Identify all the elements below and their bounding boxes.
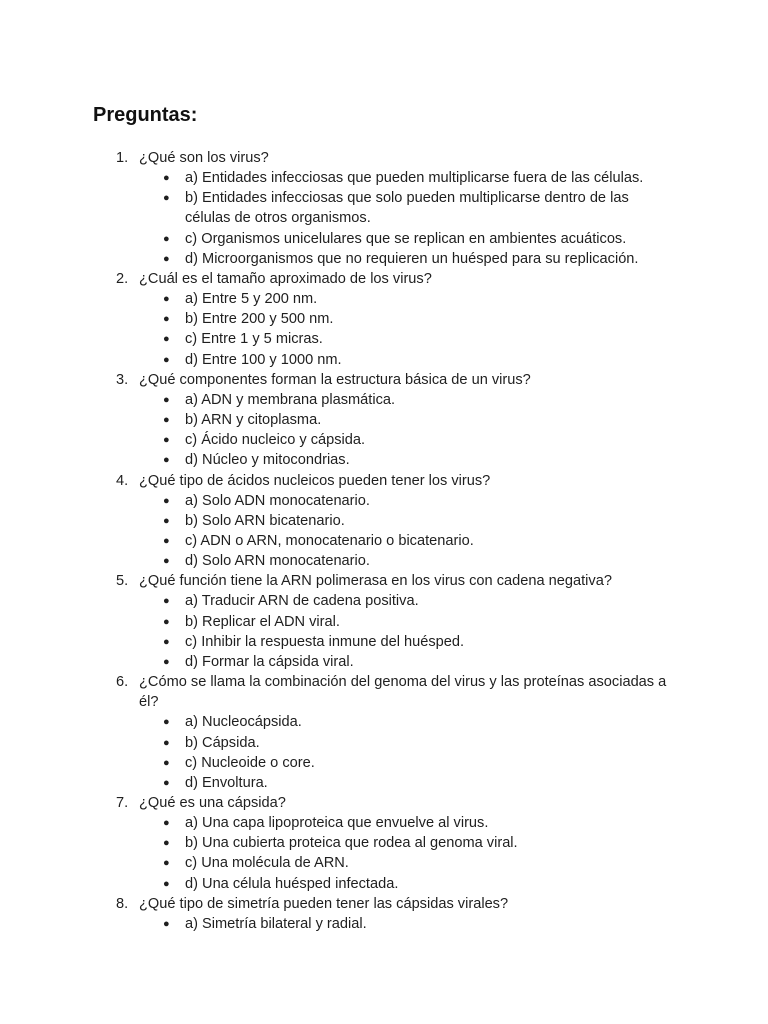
question-item: [0, 793, 768, 894]
option-text: a) Entidades infecciosas que pueden multiplicarse fuera de las células.: [185, 170, 644, 187]
page-heading: Preguntas:: [93, 104, 198, 126]
question-number: 3.: [116, 371, 129, 388]
question-number: 1.: [116, 150, 129, 166]
option-text: a) Nucleocápsida.: [185, 714, 302, 731]
answer-option: [139, 874, 678, 894]
bullet-icon: ●: [163, 555, 170, 568]
option-text: c) ADN o ARN, monocatenario o bicatenario.: [185, 532, 474, 549]
answer-option: [139, 491, 678, 511]
bullet-icon: ●: [163, 293, 170, 306]
bullet-icon: ●: [163, 857, 170, 870]
bullet-icon: ●: [163, 434, 170, 447]
option-text: c) Ácido nucleico y cápsida.: [185, 432, 366, 449]
option-text: d) Microorganismos que no requieren un huésped para su replicación.: [185, 250, 639, 267]
bullet-icon: ●: [163, 534, 170, 547]
answer-option: [139, 229, 678, 249]
answer-option: [139, 289, 678, 309]
bullet-icon: ●: [163, 655, 170, 668]
question-number: 2.: [116, 270, 129, 287]
option-text: d) Envoltura.: [185, 774, 268, 791]
option-text: a) Una capa lipoproteica que envuelve al virus.: [185, 815, 489, 832]
answer-option: [139, 833, 678, 853]
question-text: ¿Cómo se llama la combinación del genoma del virus y las proteínas asociadas a él?: [139, 674, 667, 711]
option-text: d) Formar la cápsida viral.: [185, 653, 354, 670]
option-text: b) Entre 200 y 500 nm.: [185, 311, 334, 328]
answer-option: [139, 350, 678, 370]
bullet-icon: ●: [163, 393, 170, 406]
answer-option: [139, 309, 678, 329]
question-item: [0, 471, 768, 572]
option-text: d) Solo ARN monocatenario.: [185, 553, 370, 570]
question-text: ¿Qué es una cápsida?: [139, 795, 286, 811]
question-text: ¿Qué tipo de ácidos nucleicos pueden tener los virus?: [139, 472, 491, 489]
option-text: a) Entre 5 y 200 nm.: [185, 291, 318, 308]
bullet-icon: ●: [163, 252, 170, 265]
option-list: [139, 712, 678, 793]
bullet-icon: ●: [163, 817, 170, 830]
option-list: [139, 813, 678, 894]
question-number: 8.: [116, 895, 129, 912]
answer-option: [139, 188, 678, 228]
answer-option: [139, 652, 678, 672]
answer-option: [139, 249, 678, 269]
option-list: [139, 289, 678, 370]
answer-option: [139, 612, 678, 632]
answer-option: [139, 329, 678, 349]
question-number: 4.: [116, 472, 129, 489]
bullet-icon: ●: [163, 837, 170, 850]
answer-option: [139, 853, 678, 873]
option-text: b) ARN y citoplasma.: [185, 412, 322, 429]
bullet-icon: ●: [163, 736, 170, 749]
answer-option: [139, 410, 678, 430]
option-text: b) Replicar el ADN viral.: [185, 613, 340, 630]
answer-option: [139, 390, 678, 410]
bullet-icon: ●: [163, 635, 170, 648]
answer-option: [139, 733, 678, 753]
option-text: b) Cápsida.: [185, 734, 260, 751]
option-text: c) Organismos unicelulares que se replican en ambientes acuáticos.: [185, 230, 627, 247]
bullet-icon: ●: [163, 494, 170, 507]
option-list: [139, 591, 678, 672]
bullet-icon: ●: [163, 615, 170, 628]
bullet-icon: ●: [163, 716, 170, 729]
bullet-icon: ●: [163, 172, 170, 185]
option-text: c) Inhibir la respuesta inmune del huésped.: [185, 633, 465, 650]
bullet-icon: ●: [163, 313, 170, 326]
bullet-icon: ●: [163, 192, 170, 205]
question-item: [0, 672, 768, 793]
option-list: [139, 390, 678, 471]
bullet-icon: ●: [163, 917, 170, 930]
bullet-icon: ●: [163, 454, 170, 467]
answer-option: [139, 632, 678, 652]
answer-option: [139, 712, 678, 732]
option-list: [139, 491, 678, 572]
answer-option: [139, 168, 678, 188]
option-text: b) Solo ARN bicatenario.: [185, 512, 345, 529]
bullet-icon: ●: [163, 595, 170, 608]
option-text: b) Una cubierta proteica que rodea al genoma viral.: [185, 835, 518, 852]
bullet-icon: ●: [163, 877, 170, 890]
question-number: 5.: [116, 573, 129, 590]
bullet-icon: ●: [163, 353, 170, 366]
option-list: [139, 914, 678, 934]
option-text: d) Entre 100 y 1000 nm.: [185, 351, 342, 368]
answer-option: [139, 430, 678, 450]
option-list: [139, 168, 678, 269]
option-text: b) Entidades infecciosas que solo pueden multiplicarse dentro de las células de otros organismos.: [185, 190, 629, 227]
answer-option: [139, 450, 678, 470]
option-text: a) ADN y membrana plasmática.: [185, 391, 396, 408]
option-text: a) Simetría bilateral y radial.: [185, 915, 367, 932]
answer-option: [139, 511, 678, 531]
answer-option: [139, 753, 678, 773]
answer-option: [139, 591, 678, 611]
answer-option: [139, 773, 678, 793]
bullet-icon: ●: [163, 333, 170, 346]
question-text: ¿Cuál es el tamaño aproximado de los virus?: [139, 270, 432, 287]
option-text: a) Traducir ARN de cadena positiva.: [185, 593, 419, 610]
question-item: [0, 370, 768, 471]
bullet-icon: ●: [163, 232, 170, 245]
option-text: d) Núcleo y mitocondrias.: [185, 452, 350, 469]
question-item: [0, 571, 768, 672]
question-number: 7.: [116, 795, 129, 811]
question-text: ¿Qué función tiene la ARN polimerasa en los virus con cadena negativa?: [139, 573, 612, 590]
bullet-icon: ●: [163, 414, 170, 427]
bullet-icon: ●: [163, 514, 170, 527]
option-text: a) Solo ADN monocatenario.: [185, 492, 370, 509]
answer-option: [139, 914, 678, 934]
question-text: ¿Qué son los virus?: [139, 150, 269, 166]
option-text: c) Nucleoide o core.: [185, 754, 315, 771]
option-text: c) Una molécula de ARN.: [185, 855, 349, 872]
option-text: c) Entre 1 y 5 micras.: [185, 331, 323, 348]
question-item: [0, 148, 768, 269]
answer-option: [139, 813, 678, 833]
question-text: ¿Qué componentes forman la estructura básica de un virus?: [139, 371, 531, 388]
question-number: 6.: [116, 674, 129, 691]
question-list: [0, 148, 768, 934]
option-text: d) Una célula huésped infectada.: [185, 875, 399, 892]
question-item: [0, 269, 768, 370]
bullet-icon: ●: [163, 756, 170, 769]
bullet-icon: ●: [163, 776, 170, 789]
question-item: [0, 894, 768, 934]
answer-option: [139, 531, 678, 551]
answer-option: [139, 551, 678, 571]
question-text: ¿Qué tipo de simetría pueden tener las cápsidas virales?: [139, 895, 509, 912]
